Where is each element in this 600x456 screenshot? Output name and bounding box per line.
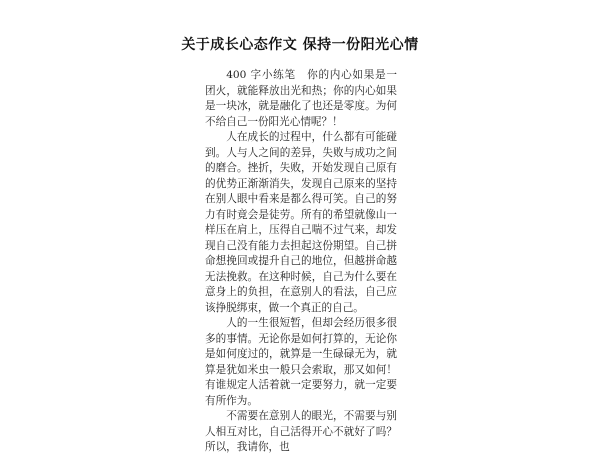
paragraph: 人的一生很短暂，但却会经历很多很多的事情。无论你是如何打算的，无论你是如何度过的，就算是一生碌碌无为，就算是犹如米虫一般只会索取，那又如何！有谁规定人活着就一定要努力，就一定要有所作为。 (205, 317, 397, 407)
article-body (205, 68, 397, 456)
paragraph: 400 字小练笔 你的内心如果是一团火，就能释放出光和热；你的内心如果是一块冰，就是融化了也还是零度。为何不给自己一份阳光心情呢？！ (205, 69, 397, 128)
paragraph: 人在成长的过程中，什么都有可能碰到。人与人之间的差异，失败与成功之间的磨合。挫折，失败，开始发现自己原有的优势正渐渐消失，发现自己原来的坚持在别人眼中看来是都么得可笑。自己的努力有时竟会是徒劳。所有的希望就像山一样压在肩上，压得自己喘不过气来，却发现自己没有能力去担起这份期望。自己拼命想挽回或提升自己的地位，但越拼命越无法挽救。在这种时候，自己为什么要在意身上的负担，在意别人的看法，自己应该挣脱绑束，做一个真正的自己。 (205, 131, 397, 314)
article-title: 关于成长心态作文 保持一份阳光心情 (181, 37, 419, 53)
paragraph: 不需要在意别人的眼光，不需要与别人相互对比，自己活得开心不就好了吗？所以，我请你，也 (205, 410, 397, 453)
